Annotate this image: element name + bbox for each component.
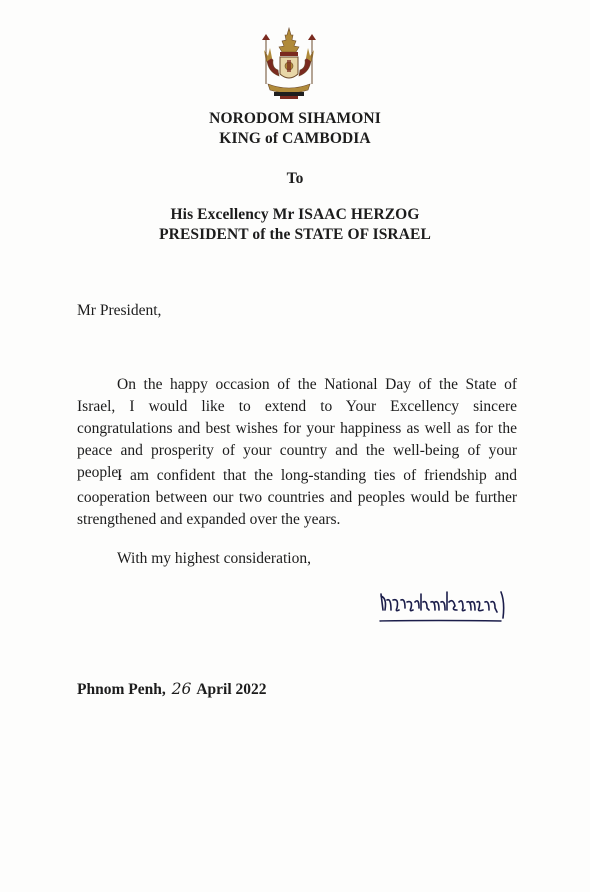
to-label: To [286, 170, 304, 187]
place-name: Phnom Penh, [77, 681, 166, 698]
royal-coat-of-arms-icon [258, 26, 320, 102]
recipient-name: His Excellency Mr ISAAC HERZOG [170, 206, 420, 223]
body-paragraph-1: On the happy occasion of the National Day of the State of Israel, I would like to extend to Your Excellency sincere congratulations and best wishes for your happiness as well as for the peace and prosperity of your country and the well-being of your people. [77, 376, 517, 481]
sender-title: KING of CAMBODIA [219, 130, 371, 147]
handwritten-day: 26 [171, 680, 192, 698]
salutation: Mr President, [77, 302, 162, 319]
handwritten-signature [377, 588, 525, 632]
date-month-year: April 2022 [196, 681, 267, 698]
place-date-line [77, 678, 267, 701]
closing-line: With my highest consideration, [117, 550, 311, 567]
recipient-title: PRESIDENT of the STATE OF ISRAEL [159, 226, 431, 243]
sender-name: NORODOM SIHAMONI [209, 110, 381, 127]
body-paragraph-2: I am confident that the long-standing ties of friendship and cooperation between our two countries and peoples would be further strengthened and expanded over the years. [77, 467, 517, 528]
